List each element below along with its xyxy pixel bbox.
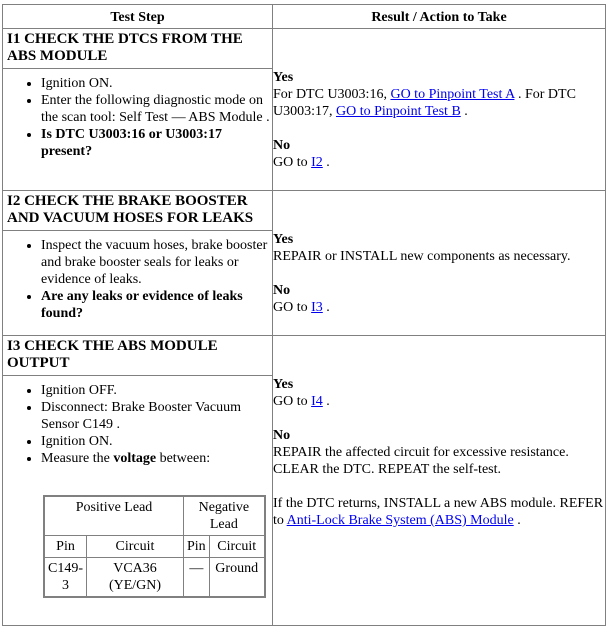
yes-action-i1: For DTC U3003:16, GO to Pinpoint Test A . For DTC U3003:17, GO to Pinpoint Test B .: [273, 87, 576, 119]
header-result-action: Result / Action to Take: [273, 5, 606, 29]
bullet: • Ignition ON.: [41, 433, 272, 450]
step-bullets-i1: [3, 75, 272, 160]
step-cell-i2: [3, 191, 273, 336]
bullet: • Disconnect: Brake Booster Vacuum Sensor C149 .: [41, 399, 272, 433]
step-cell-i3: [3, 336, 273, 626]
bullet: • Enter the following diagnostic mode on the scan tool: Self Test — ABS Module .: [41, 92, 272, 126]
test-step-table: [2, 4, 606, 626]
yes-label: Yes: [273, 70, 294, 85]
result-cell-i2: [273, 191, 606, 336]
voltage-measurement-table: [43, 495, 266, 598]
bullet-question: • Are any leaks or evidence of leaks found?: [41, 288, 272, 322]
diagnostic-document: [2, 4, 606, 626]
step-row-i3: [3, 336, 606, 626]
result-cell-i3: [273, 336, 606, 626]
circuit-header: Circuit: [209, 536, 265, 558]
step-row-i1: [3, 29, 606, 191]
no-action-i3: REPAIR the affected circuit for excessive resistance. CLEAR the DTC. REPEAT the self-test.: [273, 445, 569, 477]
step-bullets-i3: [3, 382, 272, 467]
result-cell-i1: [273, 29, 606, 191]
negative-pin-value: —: [184, 558, 210, 598]
bullet: • Inspect the vacuum hoses, brake booster and brake booster seals for leaks or evidence of leaks.: [41, 237, 272, 288]
step-bullets-i2: [3, 237, 272, 322]
yes-label: Yes: [273, 377, 294, 392]
pin-header: Pin: [44, 536, 87, 558]
goto-i2-link[interactable]: I2: [311, 155, 323, 170]
bullet: • Ignition ON.: [41, 75, 272, 92]
no-label: No: [273, 283, 291, 298]
bullet-question: • Is DTC U3003:16 or U3003:17 present?: [41, 126, 272, 160]
no-action-i1: GO to I2 .: [273, 155, 330, 170]
negative-lead-header: Negative Lead: [184, 496, 265, 536]
yes-label: Yes: [273, 232, 294, 247]
pin-header: Pin: [184, 536, 210, 558]
table-header-row: [3, 5, 606, 29]
yes-action-i2: REPAIR or INSTALL new components as necessary.: [273, 249, 571, 264]
no-action-i2: GO to I3 .: [273, 300, 330, 315]
step-cell-i1: [3, 29, 273, 191]
pinpoint-test-b-link[interactable]: GO to Pinpoint Test B: [336, 104, 461, 119]
bullet: • Measure the voltage between:: [41, 450, 272, 467]
goto-i3-link[interactable]: I3: [311, 300, 323, 315]
step-title-i1: I1 CHECK THE DTCS FROM THE ABS MODULE: [3, 29, 272, 69]
step-title-i2: I2 CHECK THE BRAKE BOOSTER AND VACUUM HOSES FOR LEAKS: [3, 191, 272, 231]
no-label: No: [273, 428, 291, 443]
yes-action-i3: GO to I4 .: [273, 394, 330, 409]
header-test-step: Test Step: [3, 5, 273, 29]
step-title-i3: I3 CHECK THE ABS MODULE OUTPUT: [3, 336, 272, 376]
positive-lead-header: Positive Lead: [44, 496, 184, 536]
negative-circuit-value: Ground: [209, 558, 265, 598]
circuit-header: Circuit: [87, 536, 184, 558]
step-row-i2: [3, 191, 606, 336]
no-label: No: [273, 138, 291, 153]
return-action-i3: If the DTC returns, INSTALL a new ABS module. REFER to Anti-Lock Brake System (ABS) Module .: [273, 496, 604, 528]
pinpoint-test-a-link[interactable]: GO to Pinpoint Test A: [390, 87, 515, 102]
abs-module-link[interactable]: Anti-Lock Brake System (ABS) Module: [286, 513, 514, 528]
positive-pin-value: C149-3: [44, 558, 87, 598]
positive-circuit-value: VCA36 (YE/GN): [87, 558, 184, 598]
bullet: • Ignition OFF.: [41, 382, 272, 399]
goto-i4-link[interactable]: I4: [311, 394, 323, 409]
